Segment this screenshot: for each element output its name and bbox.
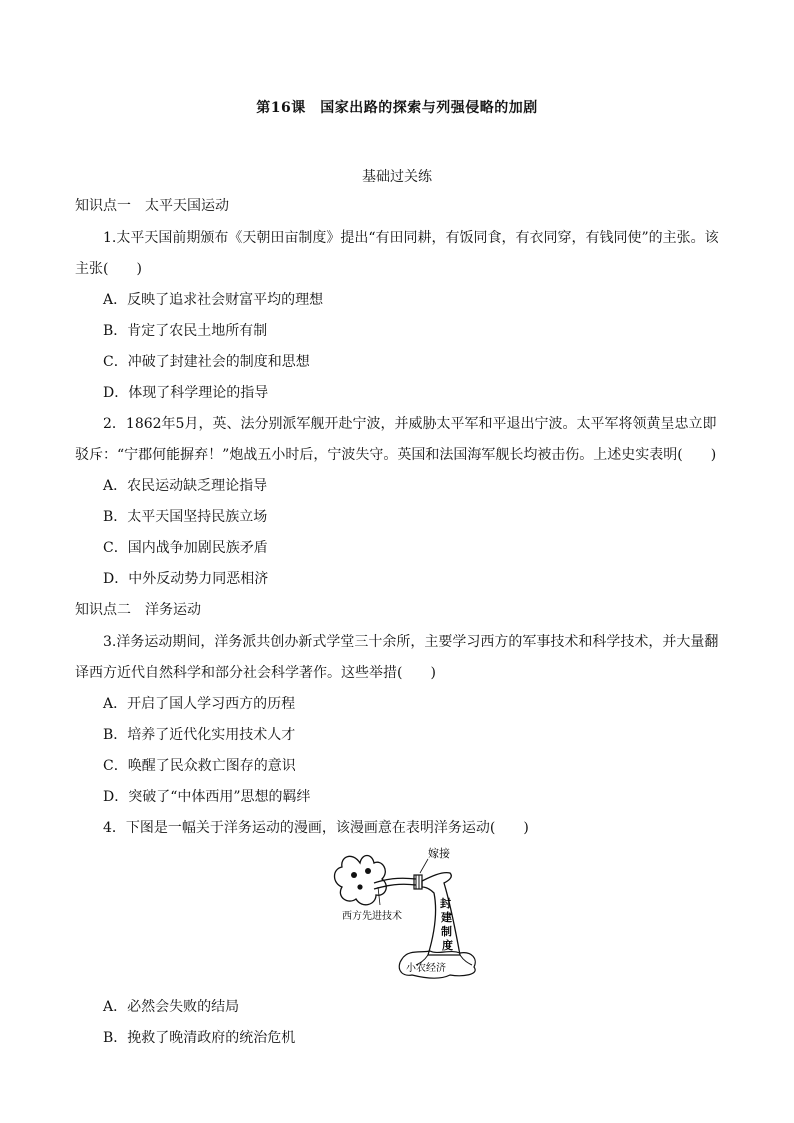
graft-pointer [420, 859, 428, 873]
q3-option-d: D．突破了“中体西用”思想的羁绊 [103, 789, 311, 805]
q1-option-a: A．反映了追求社会财富平均的理想 [103, 292, 324, 308]
q1-stem-line2: 主张( ) [75, 261, 142, 277]
q4-stem: 4．下图是一幅关于洋务运动的漫画，该漫画意在表明洋务运动( ) [103, 820, 529, 836]
fruit-dot [357, 884, 362, 889]
q2-option-a: A．农民运动缺乏理论指导 [103, 478, 268, 494]
fruit-dot [365, 868, 371, 874]
western-pointer [378, 887, 380, 905]
trunk-label-char-2: 建 [441, 911, 452, 924]
fruit-dot [351, 872, 357, 878]
section-heading: 基础过关练 [362, 169, 432, 185]
q3-option-b: B．培养了近代化实用技术人才 [103, 727, 296, 743]
knowledge-point-2: 知识点二 洋务运动 [75, 602, 201, 618]
base-label: 小农经济 [406, 963, 446, 974]
q2-option-c: C．国内战争加剧民族矛盾 [103, 540, 268, 556]
q2-stem-line2: 驳斥：“宁郡何能摒弃！”炮战五小时后，宁波失守。英国和法国海军舰长均被击伤。上述史实表明( ) [75, 447, 717, 463]
q3-stem-line1: 3.洋务运动期间，洋务派共创办新式学堂三十余所，主要学习西方的军事技术和科学技术，并大量翻 [103, 634, 719, 650]
q4-option-a: A．必然会失败的结局 [103, 999, 240, 1015]
q3-option-c: C．唤醒了民众救亡图存的意识 [103, 758, 296, 774]
grafted-branch [374, 884, 416, 889]
root-line [460, 955, 472, 965]
q4-option-b: B．挽救了晚清政府的统治危机 [103, 1030, 296, 1046]
graft-binding [414, 875, 422, 889]
trunk-label-char-1: 封 [440, 897, 451, 910]
western-tech-label: 西方先进技术 [342, 911, 402, 922]
q1-stem-line1: 1.太平天国前期颁布《天朝田亩制度》提出“有田同耕，有饭同食，有衣同穿，有钱同使”的主张。该 [103, 230, 719, 246]
grafted-branch [374, 878, 416, 883]
q2-option-d: D．中外反动势力同恶相济 [103, 571, 269, 587]
trunk-label-char-4: 度 [442, 939, 453, 952]
q2-stem-line1: 2．1862年5月，英、法分别派军舰开赴宁波，并威胁太平军和平退出宁波。太平军将领黄呈忠立即 [103, 416, 717, 432]
lesson-title: 第16课 国家出路的探索与列强侵略的加剧 [256, 100, 538, 116]
western-tree-crown [335, 856, 387, 905]
grafting-cartoon-figure [330, 843, 480, 983]
q3-stem-line2: 译西方近代自然科学和部分社会科学著作。这些举措( ) [75, 665, 436, 681]
q1-option-b: B．肯定了农民土地所有制 [103, 323, 268, 339]
q2-option-b: B．太平天国坚持民族立场 [103, 509, 268, 525]
q1-option-d: D．体现了科学理论的指导 [103, 385, 269, 401]
graft-label: 嫁接 [428, 847, 450, 860]
trunk-label-char-3: 制 [441, 925, 452, 938]
knowledge-point-1: 知识点一 太平天国运动 [75, 198, 229, 214]
q3-option-a: A．开启了国人学习西方的历程 [103, 696, 296, 712]
q1-option-c: C．冲破了封建社会的制度和思想 [103, 354, 310, 370]
